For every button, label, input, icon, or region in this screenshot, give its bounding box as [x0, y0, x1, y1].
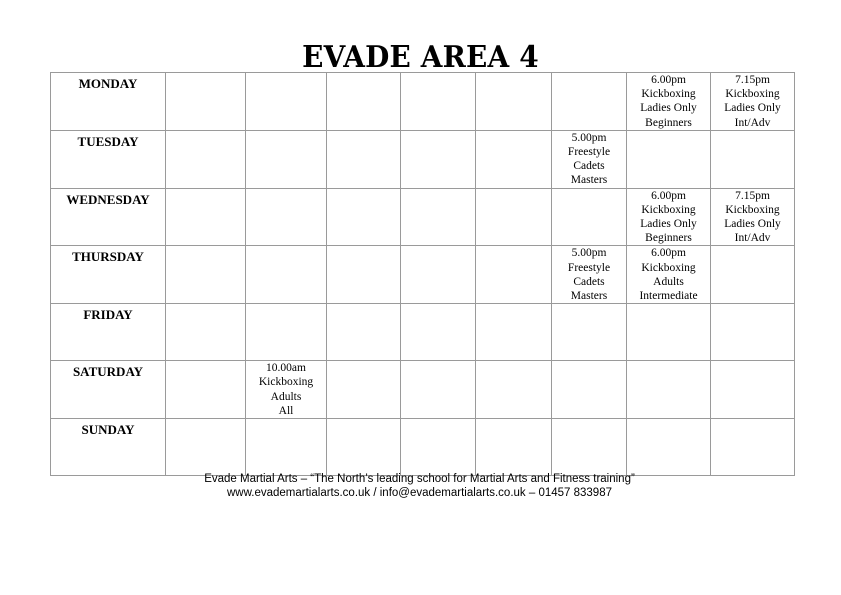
table-row: [51, 130, 795, 188]
timetable-cell: [327, 246, 401, 304]
timetable-cell: [552, 361, 627, 419]
timetable-cell: [246, 73, 327, 131]
class-detail-line: 5.00pm: [571, 131, 607, 144]
timetable-cell: [401, 73, 476, 131]
class-detail-line: Kickboxing: [641, 88, 696, 101]
timetable-cell: [711, 361, 795, 419]
day-label: SATURDAY: [51, 361, 166, 419]
timetable-cell: [401, 130, 476, 188]
timetable-body: [51, 73, 795, 476]
timetable-cell: [246, 130, 327, 188]
timetable-cell: [166, 361, 246, 419]
timetable-cell: [552, 304, 627, 361]
timetable-cell: [246, 419, 327, 476]
class-detail-line: Ladies Only: [640, 102, 697, 115]
footer-tagline: Evade Martial Arts – “The North’s leading school for Martial Arts and Fitness training”: [204, 473, 635, 485]
timetable-cell: [627, 419, 711, 476]
class-detail-line: Freestyle: [567, 261, 611, 274]
timetable-cell: [476, 419, 552, 476]
class-detail-line: Ladies Only: [640, 218, 697, 231]
class-detail-line: Ladies Only: [724, 102, 781, 115]
class-detail-line: Int/Adv: [734, 116, 771, 129]
class-detail-line: 6.00pm: [651, 74, 686, 86]
day-label: MONDAY: [51, 73, 166, 131]
class-detail-line: Kickboxing: [641, 261, 696, 274]
class-detail-line: Kickboxing: [725, 88, 780, 101]
class-detail-line: Ladies Only: [724, 218, 781, 231]
timetable-cell: [327, 73, 401, 131]
timetable-cell: [627, 361, 711, 419]
timetable-cell: [246, 361, 327, 419]
table-row: [51, 419, 795, 476]
timetable-cell: [711, 304, 795, 361]
timetable-cell: [327, 361, 401, 419]
timetable-cell: [627, 246, 711, 304]
class-detail-line: 6.00pm: [651, 247, 686, 260]
class-detail-line: Kickboxing: [641, 203, 696, 216]
class-detail-line: 6.00pm: [651, 189, 686, 202]
footer-contact: www.evademartialarts.co.uk / info@evademartialarts.co.uk – 01457 833987: [227, 487, 612, 499]
timetable-cell: [476, 246, 552, 304]
table-row: [51, 188, 795, 246]
timetable-cell: [711, 130, 795, 188]
timetable-cell: [327, 304, 401, 361]
timetable-cell: [711, 246, 795, 304]
class-detail-line: Kickboxing: [725, 203, 780, 216]
class-detail-line: Cadets: [573, 160, 605, 173]
timetable-cell: [401, 188, 476, 246]
timetable-cell: [246, 304, 327, 361]
day-label: SUNDAY: [51, 419, 166, 476]
class-detail-line: 10.00am: [266, 362, 306, 375]
timetable-cell: [327, 419, 401, 476]
timetable-cell: [476, 188, 552, 246]
class-detail-line: Freestyle: [567, 146, 611, 159]
timetable-cell: [166, 73, 246, 131]
class-detail-line: 5.00pm: [571, 247, 607, 260]
class-detail-line: 7.15pm: [735, 74, 770, 86]
timetable-cell: [166, 188, 246, 246]
timetable-cell: [246, 188, 327, 246]
timetable-cell: [246, 246, 327, 304]
timetable-cell: [711, 188, 795, 246]
timetable-cell: [166, 130, 246, 188]
timetable-cell: [476, 361, 552, 419]
day-label: TUESDAY: [51, 130, 166, 188]
timetable-cell: [552, 246, 627, 304]
day-label: FRIDAY: [51, 304, 166, 361]
timetable-cell: [552, 188, 627, 246]
table-row: [51, 246, 795, 304]
timetable-cell: [476, 73, 552, 131]
page-title: EVADE AREA 4: [302, 40, 539, 75]
timetable-cell: [552, 419, 627, 476]
timetable-cell: [401, 361, 476, 419]
table-row: [51, 73, 795, 131]
class-detail-line: Masters: [570, 174, 608, 187]
timetable-cell: [627, 130, 711, 188]
class-detail-line: Int/Adv: [734, 232, 771, 245]
timetable-cell: [166, 419, 246, 476]
class-detail-line: Beginners: [645, 116, 692, 129]
timetable-cell: [627, 73, 711, 131]
timetable-cell: [627, 188, 711, 246]
timetable-cell: [627, 304, 711, 361]
class-detail-line: Kickboxing: [258, 376, 314, 389]
table-row: [51, 304, 795, 361]
timetable-cell: [166, 304, 246, 361]
day-label: THURSDAY: [51, 246, 166, 304]
class-detail-line: Adults: [653, 275, 684, 288]
timetable-cell: [327, 130, 401, 188]
timetable-cell: [401, 246, 476, 304]
timetable-cell: [552, 73, 627, 131]
timetable-cell: [711, 419, 795, 476]
timetable-cell: [401, 304, 476, 361]
day-label: WEDNESDAY: [51, 188, 166, 246]
timetable-cell: [476, 304, 552, 361]
timetable: [50, 72, 795, 476]
timetable-cell: [401, 419, 476, 476]
timetable-cell: [711, 73, 795, 131]
timetable-cell: [476, 130, 552, 188]
timetable-cell: [166, 246, 246, 304]
class-detail-line: Masters: [570, 290, 608, 303]
class-detail-line: 7.15pm: [735, 189, 770, 202]
class-detail-line: Adults: [270, 390, 302, 403]
table-row: [51, 361, 795, 419]
timetable-cell: [552, 130, 627, 188]
class-detail-line: Cadets: [573, 275, 605, 288]
class-detail-line: All: [278, 404, 294, 417]
timetable-cell: [327, 188, 401, 246]
class-detail-line: Intermediate: [639, 290, 698, 303]
class-detail-line: Beginners: [645, 232, 692, 245]
